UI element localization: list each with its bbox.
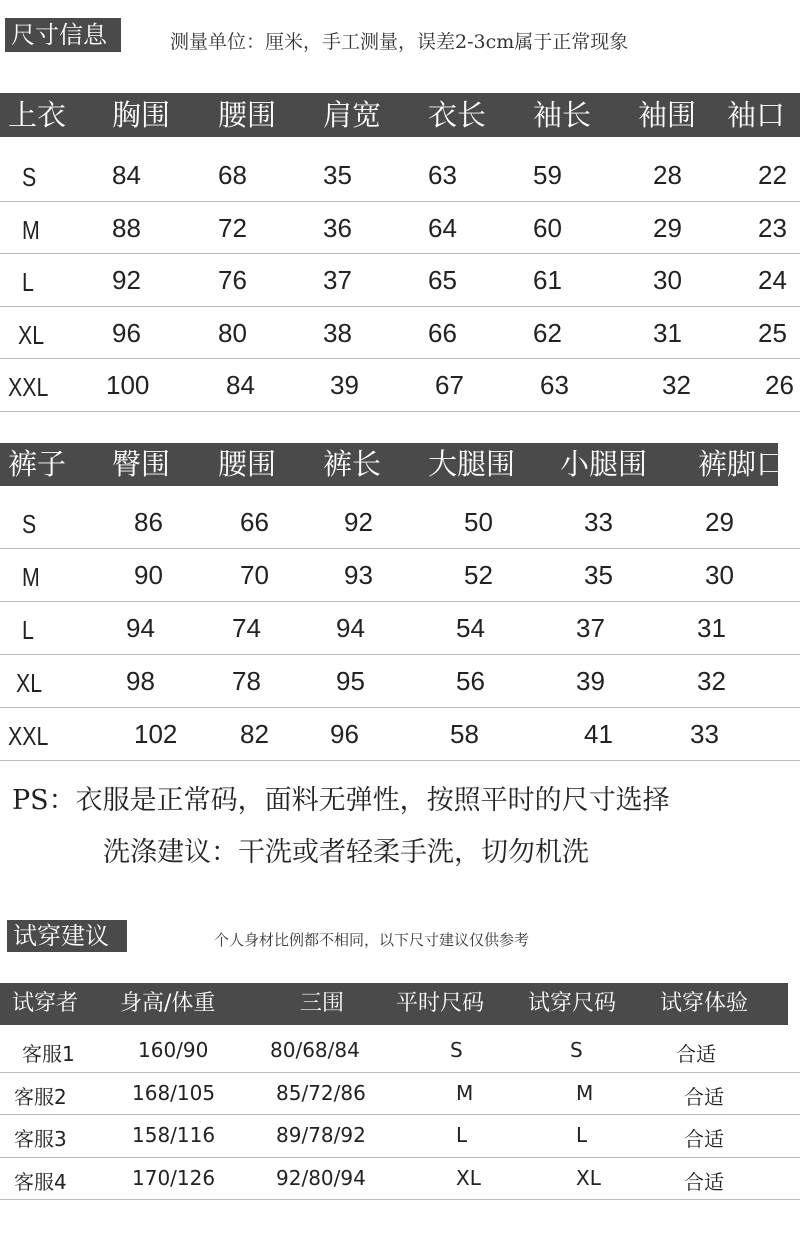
pants_table-cell: 58 <box>450 719 479 749</box>
pants_table-cell: 93 <box>344 560 373 590</box>
top_table-cell: 65 <box>428 265 457 295</box>
top_table-cell: 28 <box>653 160 682 190</box>
try_on-cell: S <box>450 1038 463 1062</box>
pants_table-cell: 56 <box>456 666 485 696</box>
top_table-cell: 72 <box>218 212 247 243</box>
try_on-row <box>0 1157 800 1201</box>
pants_table-cell: 33 <box>690 719 719 749</box>
try_on-cell: 客服1 <box>22 1042 75 1066</box>
try_on-cell: 合适 <box>684 1127 724 1151</box>
top_table-row <box>0 148 800 202</box>
top_table-header-cell: 上衣 <box>8 98 67 132</box>
pants_table-row <box>0 548 800 602</box>
top_table-cell: 76 <box>218 265 247 295</box>
top_table-cell: 32 <box>662 370 691 400</box>
try-on-tag: 试穿建议 <box>7 920 127 952</box>
try_on-cell: M <box>456 1080 474 1105</box>
try_on-cell: 85/72/86 <box>276 1080 366 1105</box>
try_on-cell: XL <box>456 1165 481 1190</box>
pants_table-cell: 90 <box>134 560 163 590</box>
try_on-cell: M <box>576 1080 594 1105</box>
top_table-row <box>0 201 800 255</box>
pants_table-cell: 32 <box>697 666 726 696</box>
try_on-cell: 160/90 <box>138 1038 209 1062</box>
pants_table-cell: 102 <box>134 719 178 749</box>
pants_table-cell: M <box>22 562 40 592</box>
top_table-cell: 61 <box>533 265 562 295</box>
top_table-cell: 96 <box>112 317 141 348</box>
pants_table-cell: 78 <box>232 666 261 696</box>
try_on-header-cell: 平时尺码 <box>396 991 485 1016</box>
top_table-cell: 37 <box>323 265 352 295</box>
try_on-cell: 合适 <box>676 1042 716 1066</box>
ps-note: PS：衣服是正常码，面料无弹性，按照平时的尺寸选择 <box>12 785 670 816</box>
pants_table-header-cell: 裤脚口 <box>698 447 786 481</box>
top_table-cell: 88 <box>112 212 141 243</box>
top_table-cell: 30 <box>653 265 682 295</box>
try-on-note: 个人身材比例都不相同，以下尺寸建议仅供参考 <box>214 931 530 949</box>
top_table-cell: 38 <box>323 317 352 348</box>
top_table-cell: 35 <box>323 160 352 190</box>
top_table-cell: 36 <box>323 212 352 243</box>
pants_table-cell: 30 <box>705 560 734 590</box>
top_table-header-cell: 袖围 <box>638 98 697 132</box>
pants_table-cell: 94 <box>126 613 155 643</box>
pants_table-cell: 52 <box>464 560 493 590</box>
try_on-cell: 89/78/92 <box>276 1123 366 1147</box>
top_table-cell: 59 <box>533 160 562 190</box>
top_table-cell: M <box>22 214 40 245</box>
top_table-cell: 29 <box>653 212 682 243</box>
pants_table-cell: 66 <box>240 507 269 537</box>
top_table-cell: 63 <box>540 370 569 400</box>
top_table-row <box>0 306 800 360</box>
size-info-tag: 尺寸信息 <box>5 18 121 52</box>
wash-note: 洗涤建议：干洗或者轻柔手洗，切勿机洗 <box>103 837 589 868</box>
pants_table-cell: L <box>22 615 34 645</box>
pants_table-cell: 29 <box>705 507 734 537</box>
try_on-cell: 158/116 <box>132 1123 216 1147</box>
pants_table-cell: 98 <box>126 666 155 696</box>
try_on-cell: 170/126 <box>132 1165 216 1190</box>
pants_table-cell: 33 <box>584 507 613 537</box>
top_table-header-cell: 腰围 <box>218 98 277 132</box>
top_table-cell: 25 <box>758 317 787 348</box>
top_table-cell: 68 <box>218 160 247 190</box>
try_on-cell: 92/80/94 <box>276 1165 366 1190</box>
pants_table-row <box>0 495 800 549</box>
try_on-row <box>0 1029 800 1073</box>
pants_table-cell: XL <box>16 668 43 698</box>
try_on-cell: 客服3 <box>14 1127 67 1151</box>
top_table-header <box>0 93 800 137</box>
top_table-cell: 63 <box>428 160 457 190</box>
top_table-cell: 64 <box>428 212 457 243</box>
top_table-header-cell: 胸围 <box>112 98 171 132</box>
top_table-cell: 67 <box>435 370 464 400</box>
pants_table-cell: 82 <box>240 719 269 749</box>
pants_table-header-cell: 小腿围 <box>560 447 648 481</box>
top_table-header-cell: 衣长 <box>428 98 487 132</box>
pants_table-cell: XXL <box>8 721 49 751</box>
pants_table-cell: 37 <box>576 613 605 643</box>
top_table-cell: 80 <box>218 317 247 348</box>
try_on-header <box>0 983 788 1025</box>
try_on-cell: 168/105 <box>132 1080 216 1105</box>
top_table-cell: 84 <box>226 370 255 400</box>
top_table-cell: 23 <box>758 212 787 243</box>
try_on-cell: L <box>576 1123 588 1147</box>
top_table-cell: 26 <box>765 370 794 400</box>
top_table-cell: L <box>22 267 34 297</box>
try_on-cell: 合适 <box>684 1169 724 1194</box>
top_table-cell: 62 <box>533 317 562 348</box>
top_table-cell: 66 <box>428 317 457 348</box>
top_table-header-cell: 袖长 <box>533 98 592 132</box>
try_on-cell: L <box>456 1123 468 1147</box>
try_on-cell: S <box>570 1038 583 1062</box>
try_on-row <box>0 1072 800 1116</box>
pants_table-row <box>0 654 800 708</box>
try_on-row <box>0 1114 800 1158</box>
top_table-cell: 22 <box>758 160 787 190</box>
top_table-cell: 39 <box>330 370 359 400</box>
pants_table-cell: 92 <box>344 507 373 537</box>
pants_table-row <box>0 707 800 761</box>
pants_table-header-cell: 裤子 <box>8 447 67 481</box>
pants_table-cell: 35 <box>584 560 613 590</box>
try_on-header-cell: 三围 <box>300 991 345 1016</box>
try_on-header-cell: 试穿尺码 <box>528 991 617 1016</box>
pants_table-cell: 39 <box>576 666 605 696</box>
pants_table-cell: 96 <box>330 719 359 749</box>
top_table-cell: XXL <box>8 372 49 402</box>
pants_table-cell: 74 <box>232 613 261 643</box>
top_table-cell: 84 <box>112 160 141 190</box>
pants_table-header-cell: 腰围 <box>218 447 277 481</box>
pants_table-header-cell: 裤长 <box>323 447 382 481</box>
top_table-row <box>0 358 800 412</box>
pants_table-cell: S <box>22 509 37 539</box>
top_table-header-cell: 袖口 <box>727 98 786 132</box>
pants_table-header-cell: 大腿围 <box>428 447 516 481</box>
pants_table-cell: 95 <box>336 666 365 696</box>
measurement-note: 测量单位：厘米，手工测量，误差2-3cm属于正常现象 <box>170 31 629 53</box>
pants_table-cell: 70 <box>240 560 269 590</box>
top_table-cell: 100 <box>106 370 150 400</box>
try_on-header-cell: 身高/体重 <box>120 991 216 1016</box>
pants_table-cell: 31 <box>697 613 726 643</box>
top_table-cell: XL <box>18 319 45 350</box>
pants_table-cell: 86 <box>134 507 163 537</box>
top_table-cell: 24 <box>758 265 787 295</box>
try_on-cell: XL <box>576 1165 601 1190</box>
pants_table-header-cell: 臀围 <box>112 447 171 481</box>
try_on-cell: 80/68/84 <box>270 1038 360 1062</box>
pants_table-header <box>0 443 786 486</box>
top_table-header-cell: 肩宽 <box>323 98 382 132</box>
top_table-cell: 31 <box>653 317 682 348</box>
pants_table-cell: 54 <box>456 613 485 643</box>
try_on-header-cell: 试穿者 <box>12 991 79 1016</box>
try_on-cell: 客服4 <box>14 1169 67 1194</box>
try_on-cell: 合适 <box>684 1084 724 1109</box>
pants_table-cell: 50 <box>464 507 493 537</box>
pants_table-cell: 41 <box>584 719 613 749</box>
top_table-row <box>0 253 800 307</box>
pants_table-row <box>0 601 800 655</box>
try_on-header-cell: 试穿体验 <box>660 991 749 1016</box>
top_table-cell: 60 <box>533 212 562 243</box>
top_table-cell: S <box>22 162 37 192</box>
try_on-cell: 客服2 <box>14 1084 67 1109</box>
top_table-cell: 92 <box>112 265 141 295</box>
pants_table-cell: 94 <box>336 613 365 643</box>
